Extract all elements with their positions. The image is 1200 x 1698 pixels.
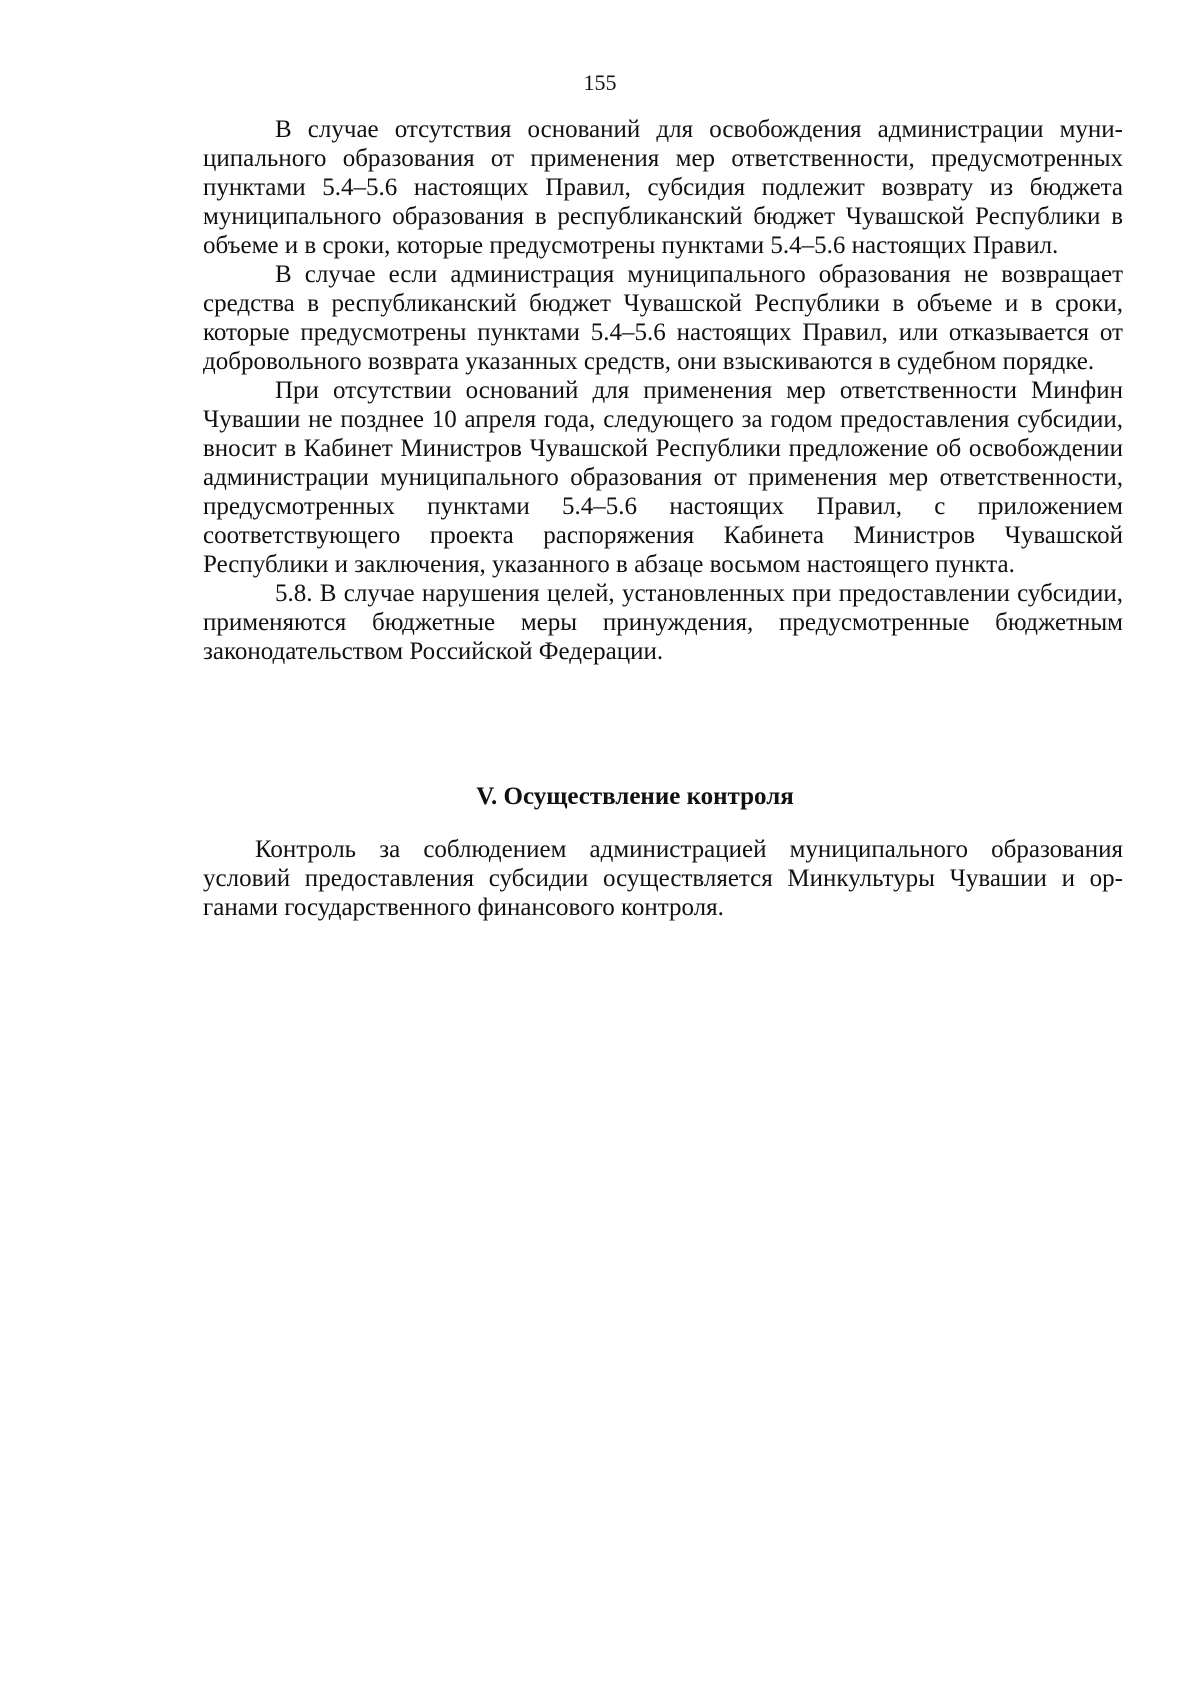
- paragraph-5-8-budget-measures: 5.8. В случае нарушения целей, установленных при предоставлении субсидии, применяются бюджетные меры принуждения, предусмотренные бюджетным законодательством Российской Федерации.: [203, 580, 1123, 665]
- rules-body: [203, 115, 1123, 666]
- paragraph-refund-subsidy: В случае отсутствия оснований для освобождения администрации муниципального образования от применения мер ответственности, предусмотренных пунктами 5.4–5.6 настоящих Правил, субсидия подлежит возврату из бюджета муниципального образования в республиканский бюджет Чувашской Республики в объеме и в сроки, которые предусмотрены пунктами 5.4–5.6 настоящих Правил.: [203, 116, 1123, 259]
- paragraph-minfin-proposal: При отсутствии оснований для применения мер ответственности Минфин Чувашии не позднее 10 апреля года, следующего за годом предоставления субсидии, вносит в Кабинет Министров Чувашской Республики предложение об освобождении администрации муниципального образования от применения мер ответственности, предусмотренных пунктами 5.4–5.6 настоящих Правил, с приложением соответствующего проекта распоряжения Кабинета Министров Чувашской Республики и заключения, указанного в абзаце восьмом настоящего пункта.: [203, 377, 1123, 578]
- page-number: 155: [583, 70, 617, 95]
- paragraph-judicial-recovery: В случае если администрация муниципального образования не возвращает средства в республиканский бюджет Чувашской Республики в объеме и в сроки, которые предусмотрены пунктами 5.4–5.6 настоящих Правил, или отказывается от добровольного возврата указанных средств, они взыскиваются в судебном порядке.: [203, 261, 1123, 375]
- paragraph-control: Контроль за соблюдением администрацией муниципального образования условий предоставления субсидии осуществляется Минкультуры Чувашии и органами государственного финансового контроля.: [203, 836, 1123, 921]
- section-heading: V. Осуществление контроля: [476, 783, 794, 810]
- control-section-body: [203, 835, 1123, 922]
